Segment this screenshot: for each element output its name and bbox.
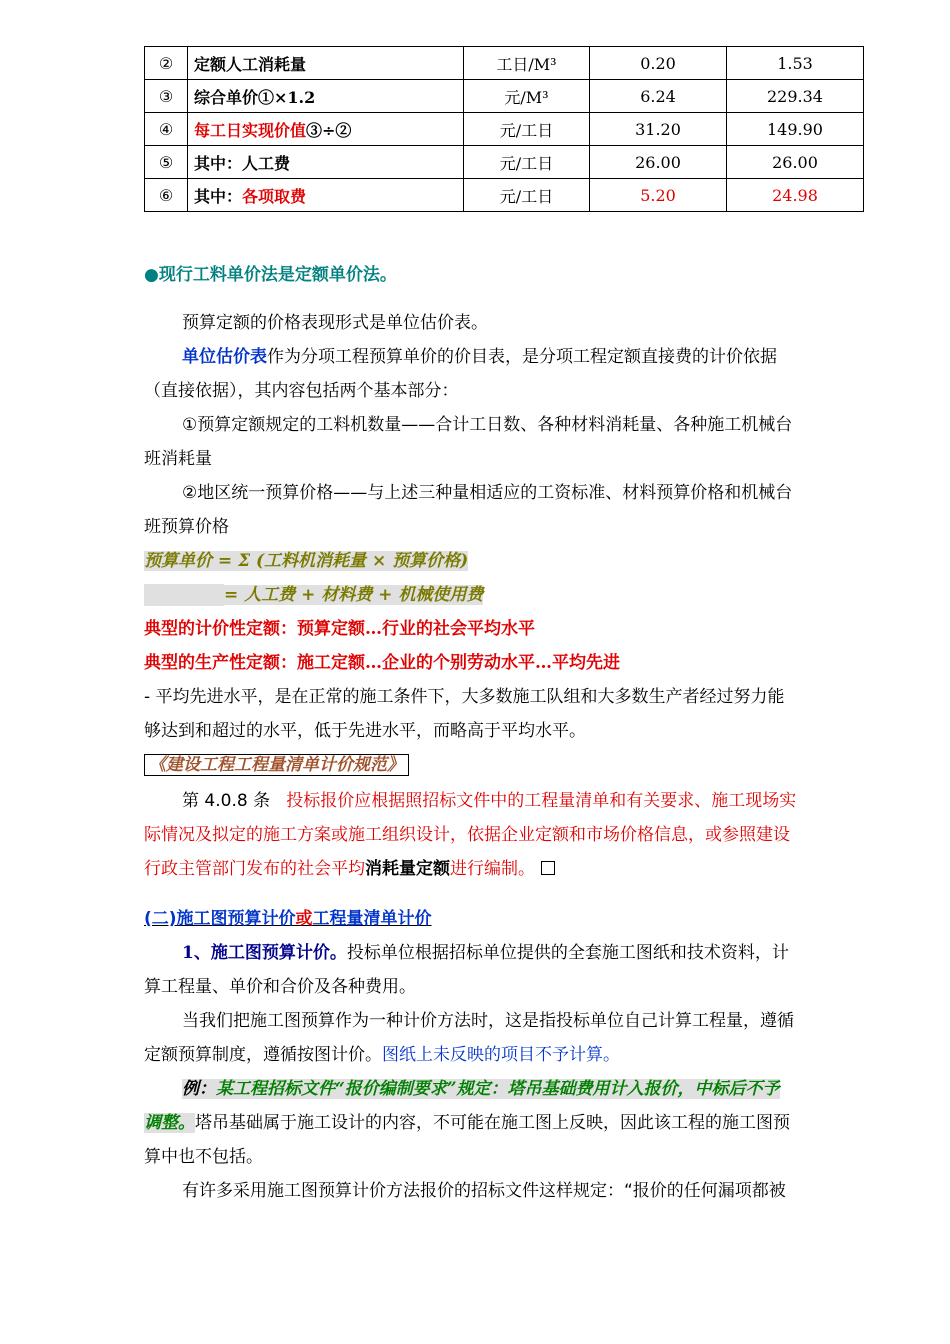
example-line	[144, 1072, 917, 1106]
table-row	[145, 179, 864, 212]
article-end: 进行编制。	[450, 859, 535, 879]
section-heading: ●现行工料单价法是定额单价法。	[144, 265, 397, 285]
row-unit: 元/工日	[464, 113, 590, 146]
formula: 预算单价 = Σ (工料机消耗量 × 预算价格)	[144, 551, 469, 571]
table-row	[145, 47, 864, 80]
row-item	[188, 113, 464, 146]
row-unit: 元/工日	[464, 146, 590, 179]
paragraph-text: 定额预算制度，遵循按图计价。	[144, 1045, 382, 1065]
spec-title-line	[144, 748, 879, 782]
paragraph	[144, 340, 917, 374]
definition-line: 典型的计价性定额：预算定额…行业的社会平均水平	[144, 619, 535, 639]
row-value-2: 1.53	[727, 47, 864, 80]
definition-line: 典型的生产性定额：施工定额…企业的个别劳动水平…平均先进	[144, 653, 620, 673]
article-bold: 消耗量定额	[365, 859, 450, 879]
paragraph	[144, 936, 917, 970]
row-unit: 元/M³	[464, 80, 590, 113]
row-item	[188, 179, 464, 212]
paragraph: ①预算定额规定的工料机数量——合计工日数、各种材料消耗量、各种施工机械台	[182, 415, 793, 435]
article-continuation	[144, 852, 879, 886]
section-title-or: 或	[295, 909, 313, 929]
row-number: ③	[145, 80, 188, 113]
row-value-1: 6.24	[590, 80, 727, 113]
row-value-1: 26.00	[590, 146, 727, 179]
article-number: 第 4.0.8 条	[182, 791, 271, 811]
paragraph: 预算定额的价格表现形式是单位估价表。	[182, 313, 488, 333]
spec-title: 《建设工程工程量清单计价规范》	[144, 754, 409, 776]
paragraph-highlight: 图纸上未反映的项目不予计算。	[382, 1045, 620, 1065]
term-highlight: 单位估价表	[182, 347, 267, 367]
paragraph-text: 塔吊基础属于施工设计的内容，不可能在施工图上反映，因此该工程的施工图预	[195, 1113, 790, 1133]
row-item-highlight: 每工日实现价值	[194, 120, 307, 140]
paragraph: ②地区统一预算价格——与上述三种量相适应的工资标准、材料预算价格和机械台	[182, 483, 793, 503]
row-item: 其中：人工费	[188, 146, 464, 179]
row-value-2: 149.90	[727, 113, 864, 146]
row-item-prefix: 其中：	[194, 186, 243, 206]
row-item: 定额人工消耗量	[188, 47, 464, 80]
row-unit: 元/工日	[464, 179, 590, 212]
paragraph-continuation: 算工程量、单价和合价及各种费用。	[144, 977, 416, 997]
row-unit: 工日/M³	[464, 47, 590, 80]
section-title-b: 工程量清单计价	[312, 909, 432, 929]
table-row	[145, 146, 864, 179]
subsection-title: 1、施工图预算计价。	[182, 943, 347, 963]
paragraph: - 平均先进水平，是在正常的施工条件下，大多数施工队组和大多数生产者经过努力能	[144, 687, 785, 707]
row-number: ④	[145, 113, 188, 146]
row-value-1: 31.20	[590, 113, 727, 146]
row-item-highlight: 各项取费	[242, 186, 307, 206]
section-title-a: (二)施工图预算计价	[144, 909, 296, 929]
paragraph: 有许多采用施工图预算计价方法报价的招标文件这样规定：“报价的任何漏项都被	[182, 1181, 786, 1201]
paragraph-continuation: 班预算价格	[144, 517, 229, 537]
example-label: 例：	[182, 1079, 216, 1099]
paragraph-continuation: 够达到和超过的水平，低于先进水平，而略高于平均水平。	[144, 721, 586, 741]
row-item-formula: ③÷②	[306, 120, 352, 140]
row-value-1: 5.20	[590, 179, 727, 212]
row-value-1: 0.20	[590, 47, 727, 80]
paragraph-continuation	[144, 1038, 879, 1072]
paragraph: 当我们把施工图预算作为一种计价方法时，这是指投标单位自己计算工程量，遵循	[182, 1011, 794, 1031]
paragraph-continuation: （直接依据），其内容包括两个基本部分：	[144, 381, 459, 401]
row-item: 综合单价①×1.2	[188, 80, 464, 113]
formula-line	[144, 544, 879, 578]
row-value-2: 24.98	[727, 179, 864, 212]
row-number: ⑤	[145, 146, 188, 179]
cost-table	[144, 46, 864, 212]
formula-line	[144, 578, 879, 612]
article-text: 行政主管部门发布的社会平均	[144, 859, 365, 879]
table-row	[145, 80, 864, 113]
paragraph-continuation: 算中也不包括。	[144, 1147, 263, 1167]
example-text: 调整。	[144, 1113, 195, 1133]
article-paragraph	[144, 784, 917, 818]
example-continuation	[144, 1106, 879, 1140]
paragraph-continuation: 班消耗量	[144, 449, 212, 469]
section-title	[144, 902, 879, 936]
example-box	[182, 1079, 780, 1099]
article-text: 投标报价应根据照招标文件中的工程量清单和有关要求、施工现场实	[286, 791, 797, 811]
row-number: ⑥	[145, 179, 188, 212]
row-number: ②	[145, 47, 188, 80]
formula: = 人工费 + 材料费 + 机械使用费	[224, 585, 484, 605]
paragraph-text: 作为分项工程预算单价的价目表，是分项工程定额直接费的计价依据	[267, 347, 777, 367]
row-value-2: 229.34	[727, 80, 864, 113]
row-value-2: 26.00	[727, 146, 864, 179]
example-text: 某工程招标文件“报价编制要求”规定：塔吊基础费用计入报价，中标后不予	[216, 1079, 780, 1099]
article-continuation: 际情况及拟定的施工方案或施工组织设计，依据企业定额和市场价格信息，或参照建设	[144, 825, 790, 845]
shade-block	[144, 584, 224, 606]
paragraph-text: 投标单位根据招标单位提供的全套施工图纸和技术资料，计	[346, 943, 789, 963]
table-row	[145, 113, 864, 146]
checkbox-icon	[541, 861, 555, 875]
